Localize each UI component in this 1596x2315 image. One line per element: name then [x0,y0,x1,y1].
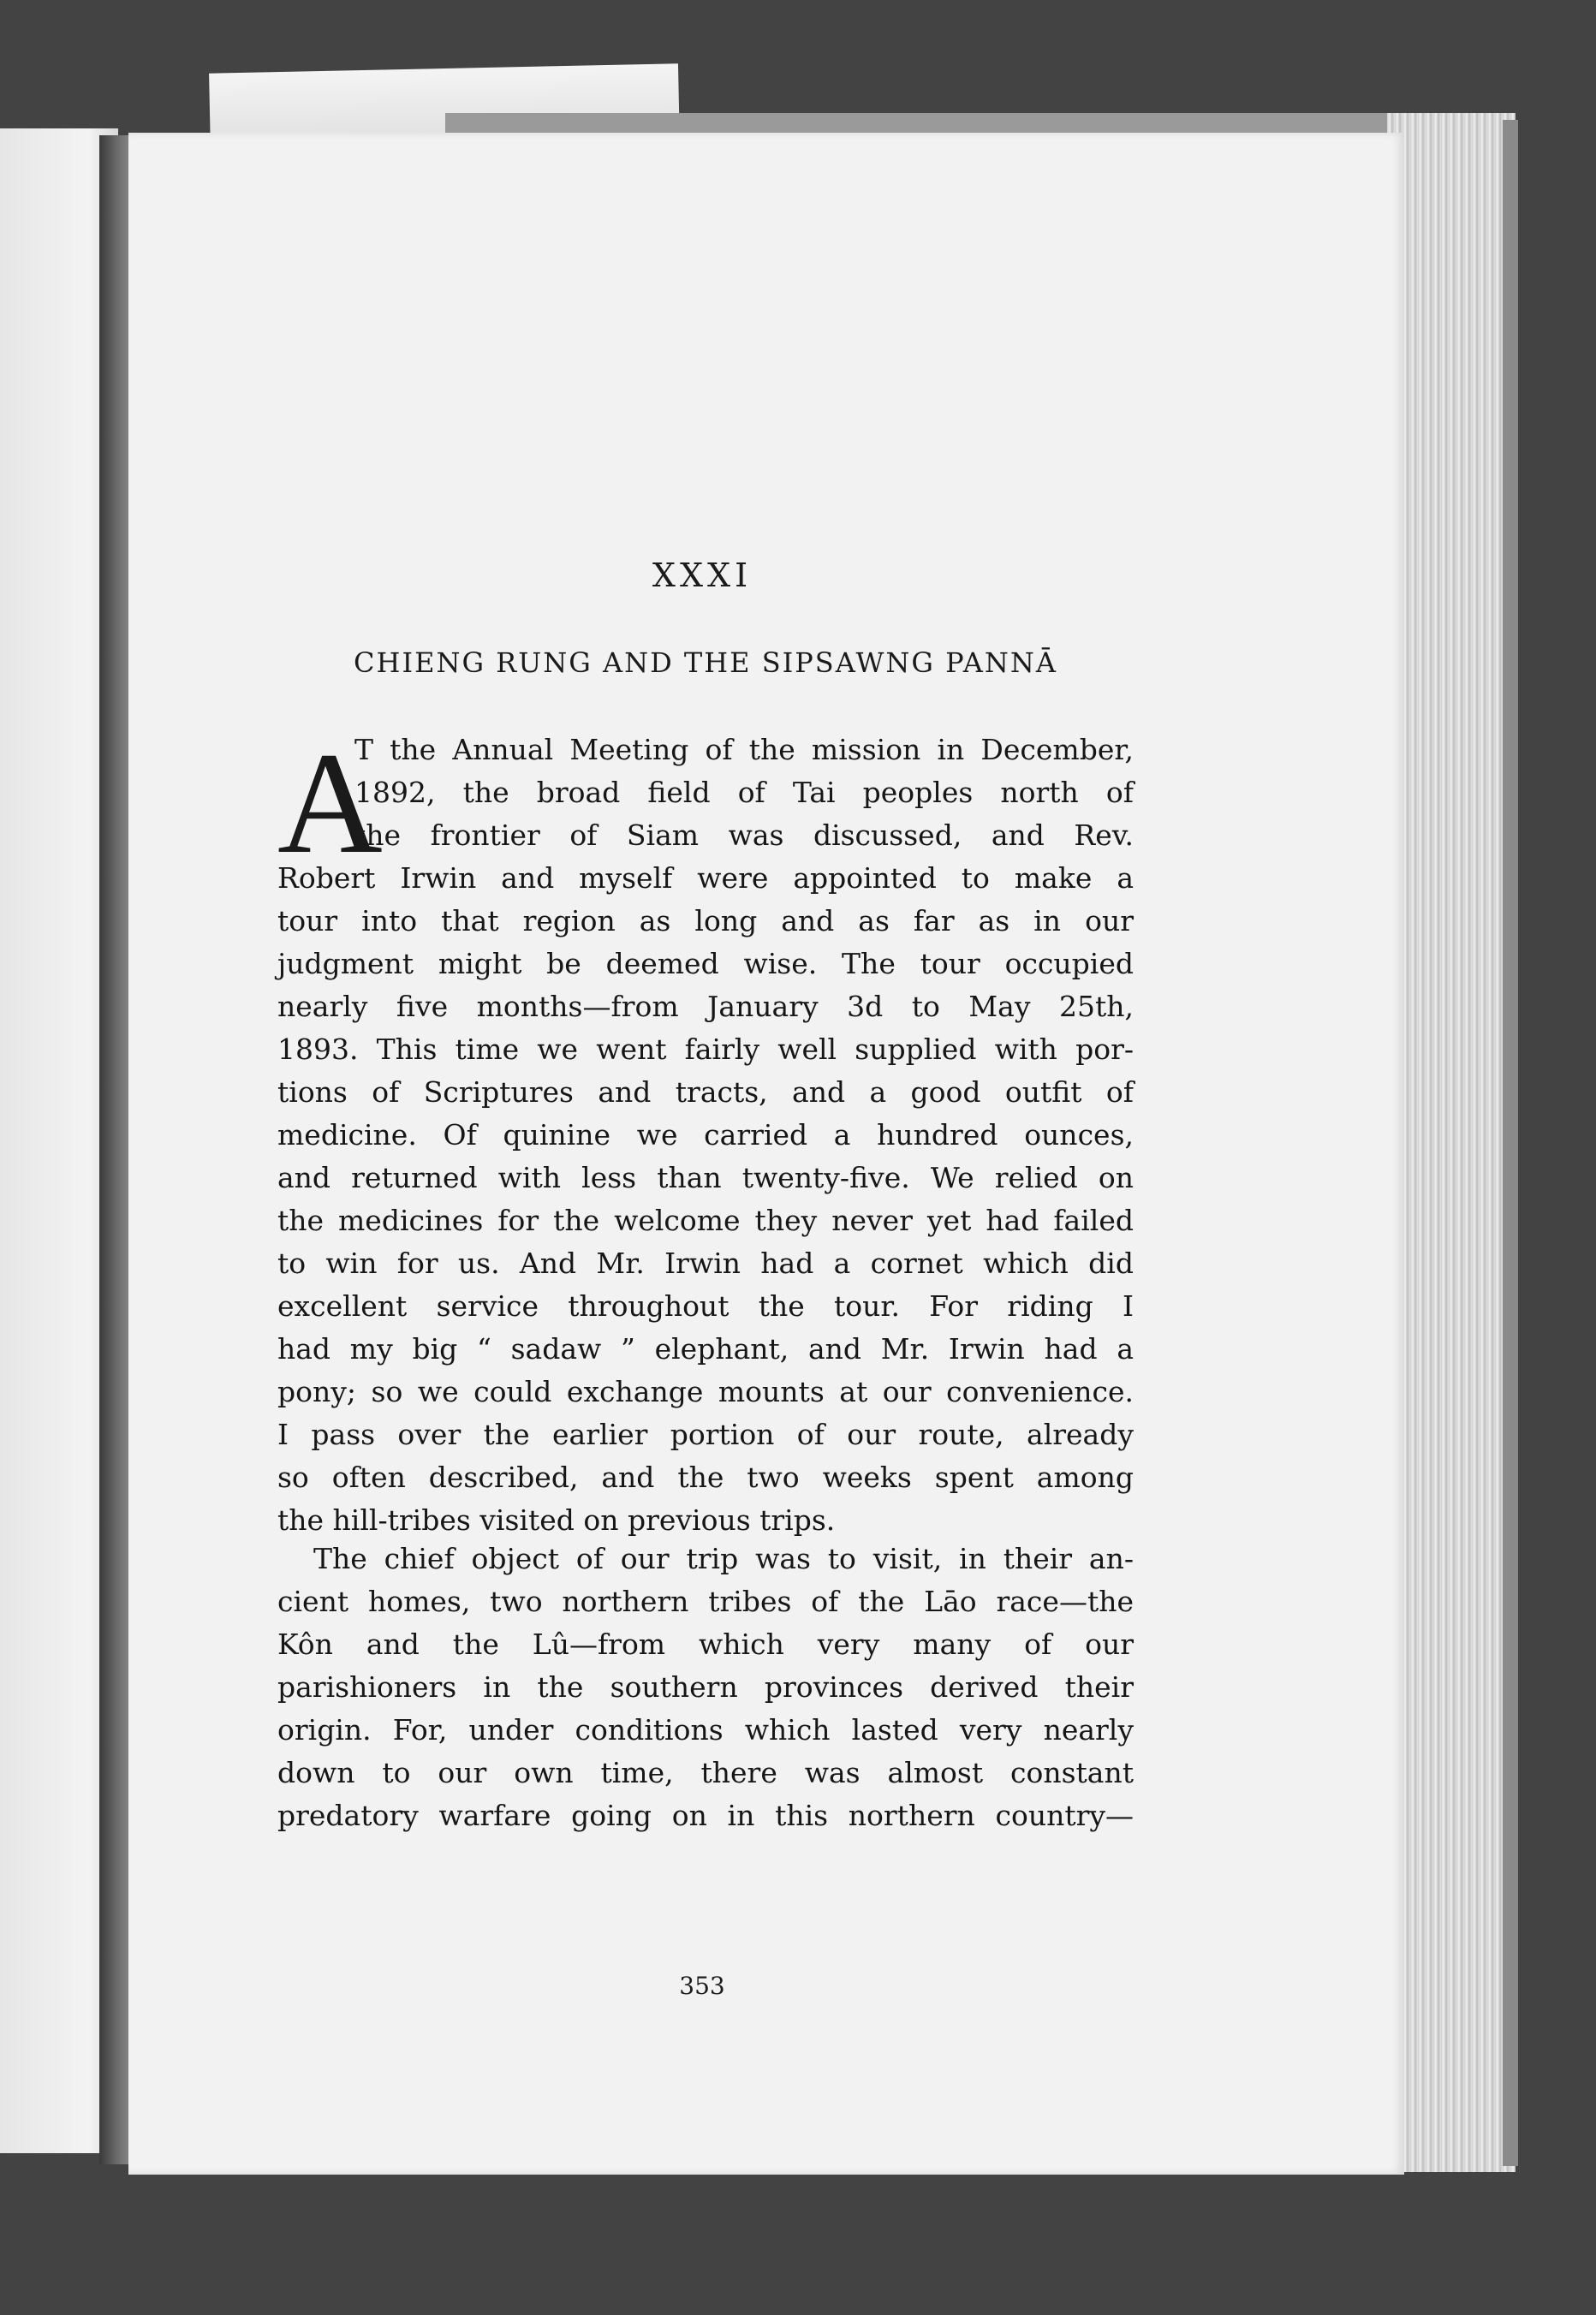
text-line: the hill-tribes visited on previous trips. [277,1503,836,1537]
page-stack-edges [1387,113,1516,2172]
cover-edge [1503,120,1518,2166]
paragraph-2 [277,1538,1134,1837]
text-line: origin. For, under conditions which lasted very nearly [277,1713,1134,1747]
text-line: down to our own time, there was almost constant [277,1756,1134,1789]
paragraph-1 [277,723,1134,1542]
text-line: cient homes, two northern tribes of the Lāo race—the [277,1585,1134,1618]
text-line: tions of Scriptures and tracts, and a good outfit of [277,1075,1134,1109]
text-line: and returned with less than twenty-five. We relied on [277,1161,1134,1194]
page-number: 353 [679,1972,725,2000]
text-line: nearly five months—from January 3d to May 25th, [277,990,1134,1023]
text-line: so often described, and the two weeks spent among [277,1461,1134,1494]
text-line: medicine. Of quinine we carried a hundred ounces, [277,1118,1134,1152]
chapter-number: XXXI [652,556,753,594]
text-line: predatory warfare going on in this northern country— [277,1799,1134,1832]
text-line: 1892, the broad field of Tai peoples north of [354,776,1134,809]
text-line: I pass over the earlier portion of our route, already [277,1418,1134,1451]
text-line: judgment might be deemed wise. The tour occupied [277,947,1134,980]
book-page [128,133,1404,2175]
drop-cap: A [277,723,383,884]
text-line: to win for us. And Mr. Irwin had a cornet which did [277,1247,1134,1280]
text-line: pony; so we could exchange mounts at our convenience. [277,1375,1134,1408]
text-line: Kôn and the Lû—from which very many of our [277,1628,1134,1661]
text-line: excellent service throughout the tour. For riding I [277,1289,1134,1323]
text-line: tour into that region as long and as far as in our [277,904,1134,937]
text-line: T the Annual Meeting of the mission in December, [354,733,1134,766]
text-line: Robert Irwin and myself were appointed to make a [277,861,1134,895]
text-line: The chief object of our trip was to visit, in their an- [313,1542,1134,1575]
text-line: the frontier of Siam was discussed, and Rev. [354,818,1134,852]
text-line: 1893. This time we went fairly well supplied with por- [277,1033,1134,1066]
text-line: the medicines for the welcome they never yet had failed [277,1204,1134,1237]
chapter-title: CHIENG RUNG AND THE SIPSAWNG PANNĀ [354,646,1057,679]
text-line: had my big “ sadaw ” elephant, and Mr. Irwin had a [277,1332,1134,1366]
text-line: parishioners in the southern provinces derived their [277,1670,1134,1704]
